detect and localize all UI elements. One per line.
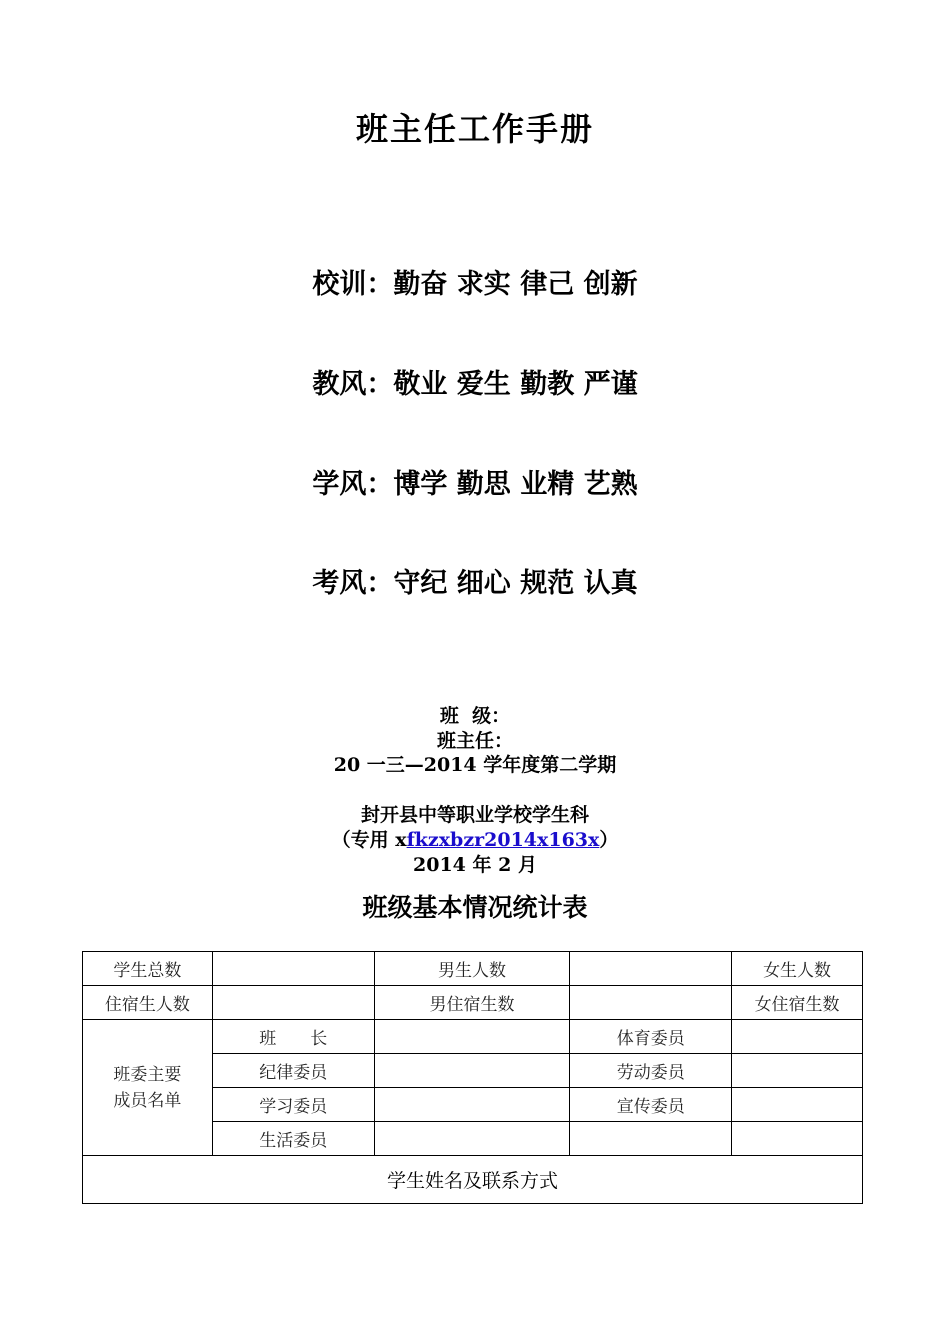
cell-value[interactable] [374, 1020, 570, 1054]
cell-value[interactable] [374, 1122, 570, 1156]
cell-label: 男生人数 [374, 952, 570, 986]
motto-teaching: 教风：敬业 爱生 勤教 严谨 [312, 369, 638, 400]
cell-value[interactable] [732, 1054, 863, 1088]
page-title: 班主任工作手册 [355, 110, 594, 148]
committee-label [83, 1020, 213, 1156]
department: 封开县中等职业学校学生科 [360, 804, 589, 826]
motto-school: 校训：勤奋 求实 律己 创新 [312, 269, 638, 300]
table-row [83, 986, 863, 1020]
motto-exam: 考风：守纪 细心 规范 认真 [312, 568, 638, 599]
cell-value[interactable] [212, 952, 374, 986]
cell-value[interactable] [732, 1020, 863, 1054]
table-row [83, 1020, 863, 1054]
cell-label: 住宿生人数 [83, 986, 213, 1020]
special-line [0, 828, 950, 852]
cell-value[interactable] [212, 986, 374, 1020]
contact-header: 学生姓名及联系方式 [83, 1156, 863, 1204]
cell-value[interactable] [732, 1088, 863, 1122]
cell-role: 劳动委员 [570, 1054, 732, 1088]
cell-label: 女生人数 [732, 952, 863, 986]
cell-role [570, 1122, 732, 1156]
cell-value[interactable] [374, 1088, 570, 1122]
semester: 20 一三—2014 学年度第二学期 [333, 754, 617, 776]
committee-label-line1: 班委主要 [113, 1064, 182, 1085]
date: 2014 年 2 月 [413, 854, 537, 876]
committee-label-line2: 成员名单 [113, 1090, 182, 1111]
table-row [83, 952, 863, 986]
cell-role: 宣传委员 [570, 1088, 732, 1122]
motto-study: 学风：博学 勤思 业精 艺熟 [312, 469, 638, 500]
special-prefix: （专用 x [331, 829, 407, 851]
cell-value[interactable] [570, 952, 732, 986]
teacher-label: 班主任： [436, 730, 513, 752]
cell-role: 班 长 [212, 1020, 374, 1054]
cell-label: 男住宿生数 [374, 986, 570, 1020]
special-link[interactable]: fkzxbzr2014x163x [406, 829, 600, 851]
cell-value[interactable] [374, 1054, 570, 1088]
special-suffix: ） [599, 829, 619, 851]
cell-role: 学习委员 [212, 1088, 374, 1122]
class-label: 班 级： [439, 705, 511, 727]
class-stats-table [82, 951, 863, 1204]
cell-role: 生活委员 [212, 1122, 374, 1156]
cell-label: 学生总数 [83, 952, 213, 986]
cell-role: 纪律委员 [212, 1054, 374, 1088]
cell-label: 女住宿生数 [732, 986, 863, 1020]
cell-value[interactable] [570, 986, 732, 1020]
cell-role: 体育委员 [570, 1020, 732, 1054]
table-title: 班级基本情况统计表 [362, 893, 588, 922]
cell-value[interactable] [732, 1122, 863, 1156]
table-row [83, 1156, 863, 1204]
